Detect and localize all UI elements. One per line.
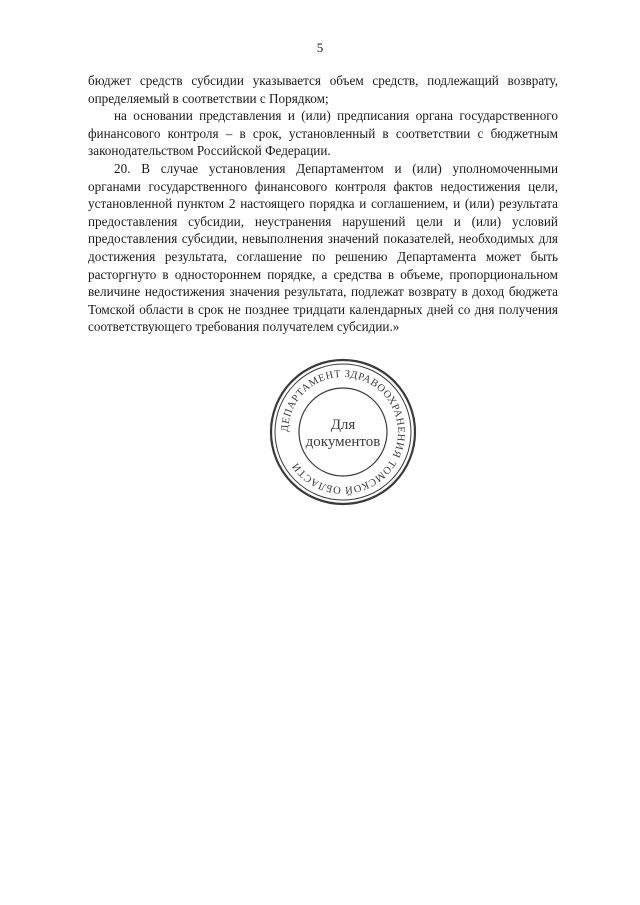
paragraph-clause-20: 20. В случае установления Департаментом и (или) уполномоченными органами государственного финансового контроля фактов недостижения цели, установленной пунктом 2 настоящего порядка и соглашением, и (или) результата предоставления субсидии, неустранения нарушений цели и (или) условий предоставления субсидии, невыполнения значений показателей, необходимых для достижения результата, соглашение по решению Департамента может быть расторгнуто в одностороннем порядке, а средства в объеме, пропорциональном величине недостижения значения результата, подлежат возврату в доход бюджета Томской области в срок не позднее тридцати календарных дней со дня получения соответствующего требования получателем субсидии.» — [88, 160, 558, 335]
official-stamp — [268, 357, 418, 507]
page-number: 5 — [316, 40, 324, 55]
stamp-ring-text: ДЕПАРТАМЕНТ ЗДРАВООХРАНЕНИЯ ТОМСКОЙ ОБЛАСТИ — [279, 368, 407, 496]
paragraph-line: определяемый в соответствии с Порядком; — [88, 90, 329, 106]
stamp-center-line-1: Для — [330, 417, 356, 433]
stamp-center-line-2: документов — [305, 434, 381, 450]
document-body — [88, 72, 558, 336]
stamp-graphic — [268, 357, 418, 507]
paragraph: на основании представления и (или) предписания органа государственного финансового контроля – в срок, установленный в соответствии с бюджетным законодательством Российской Федерации. — [88, 108, 558, 159]
paragraph-line: бюджет средств субсидии указывается объем средств, подлежащий возврату, — [88, 73, 558, 88]
